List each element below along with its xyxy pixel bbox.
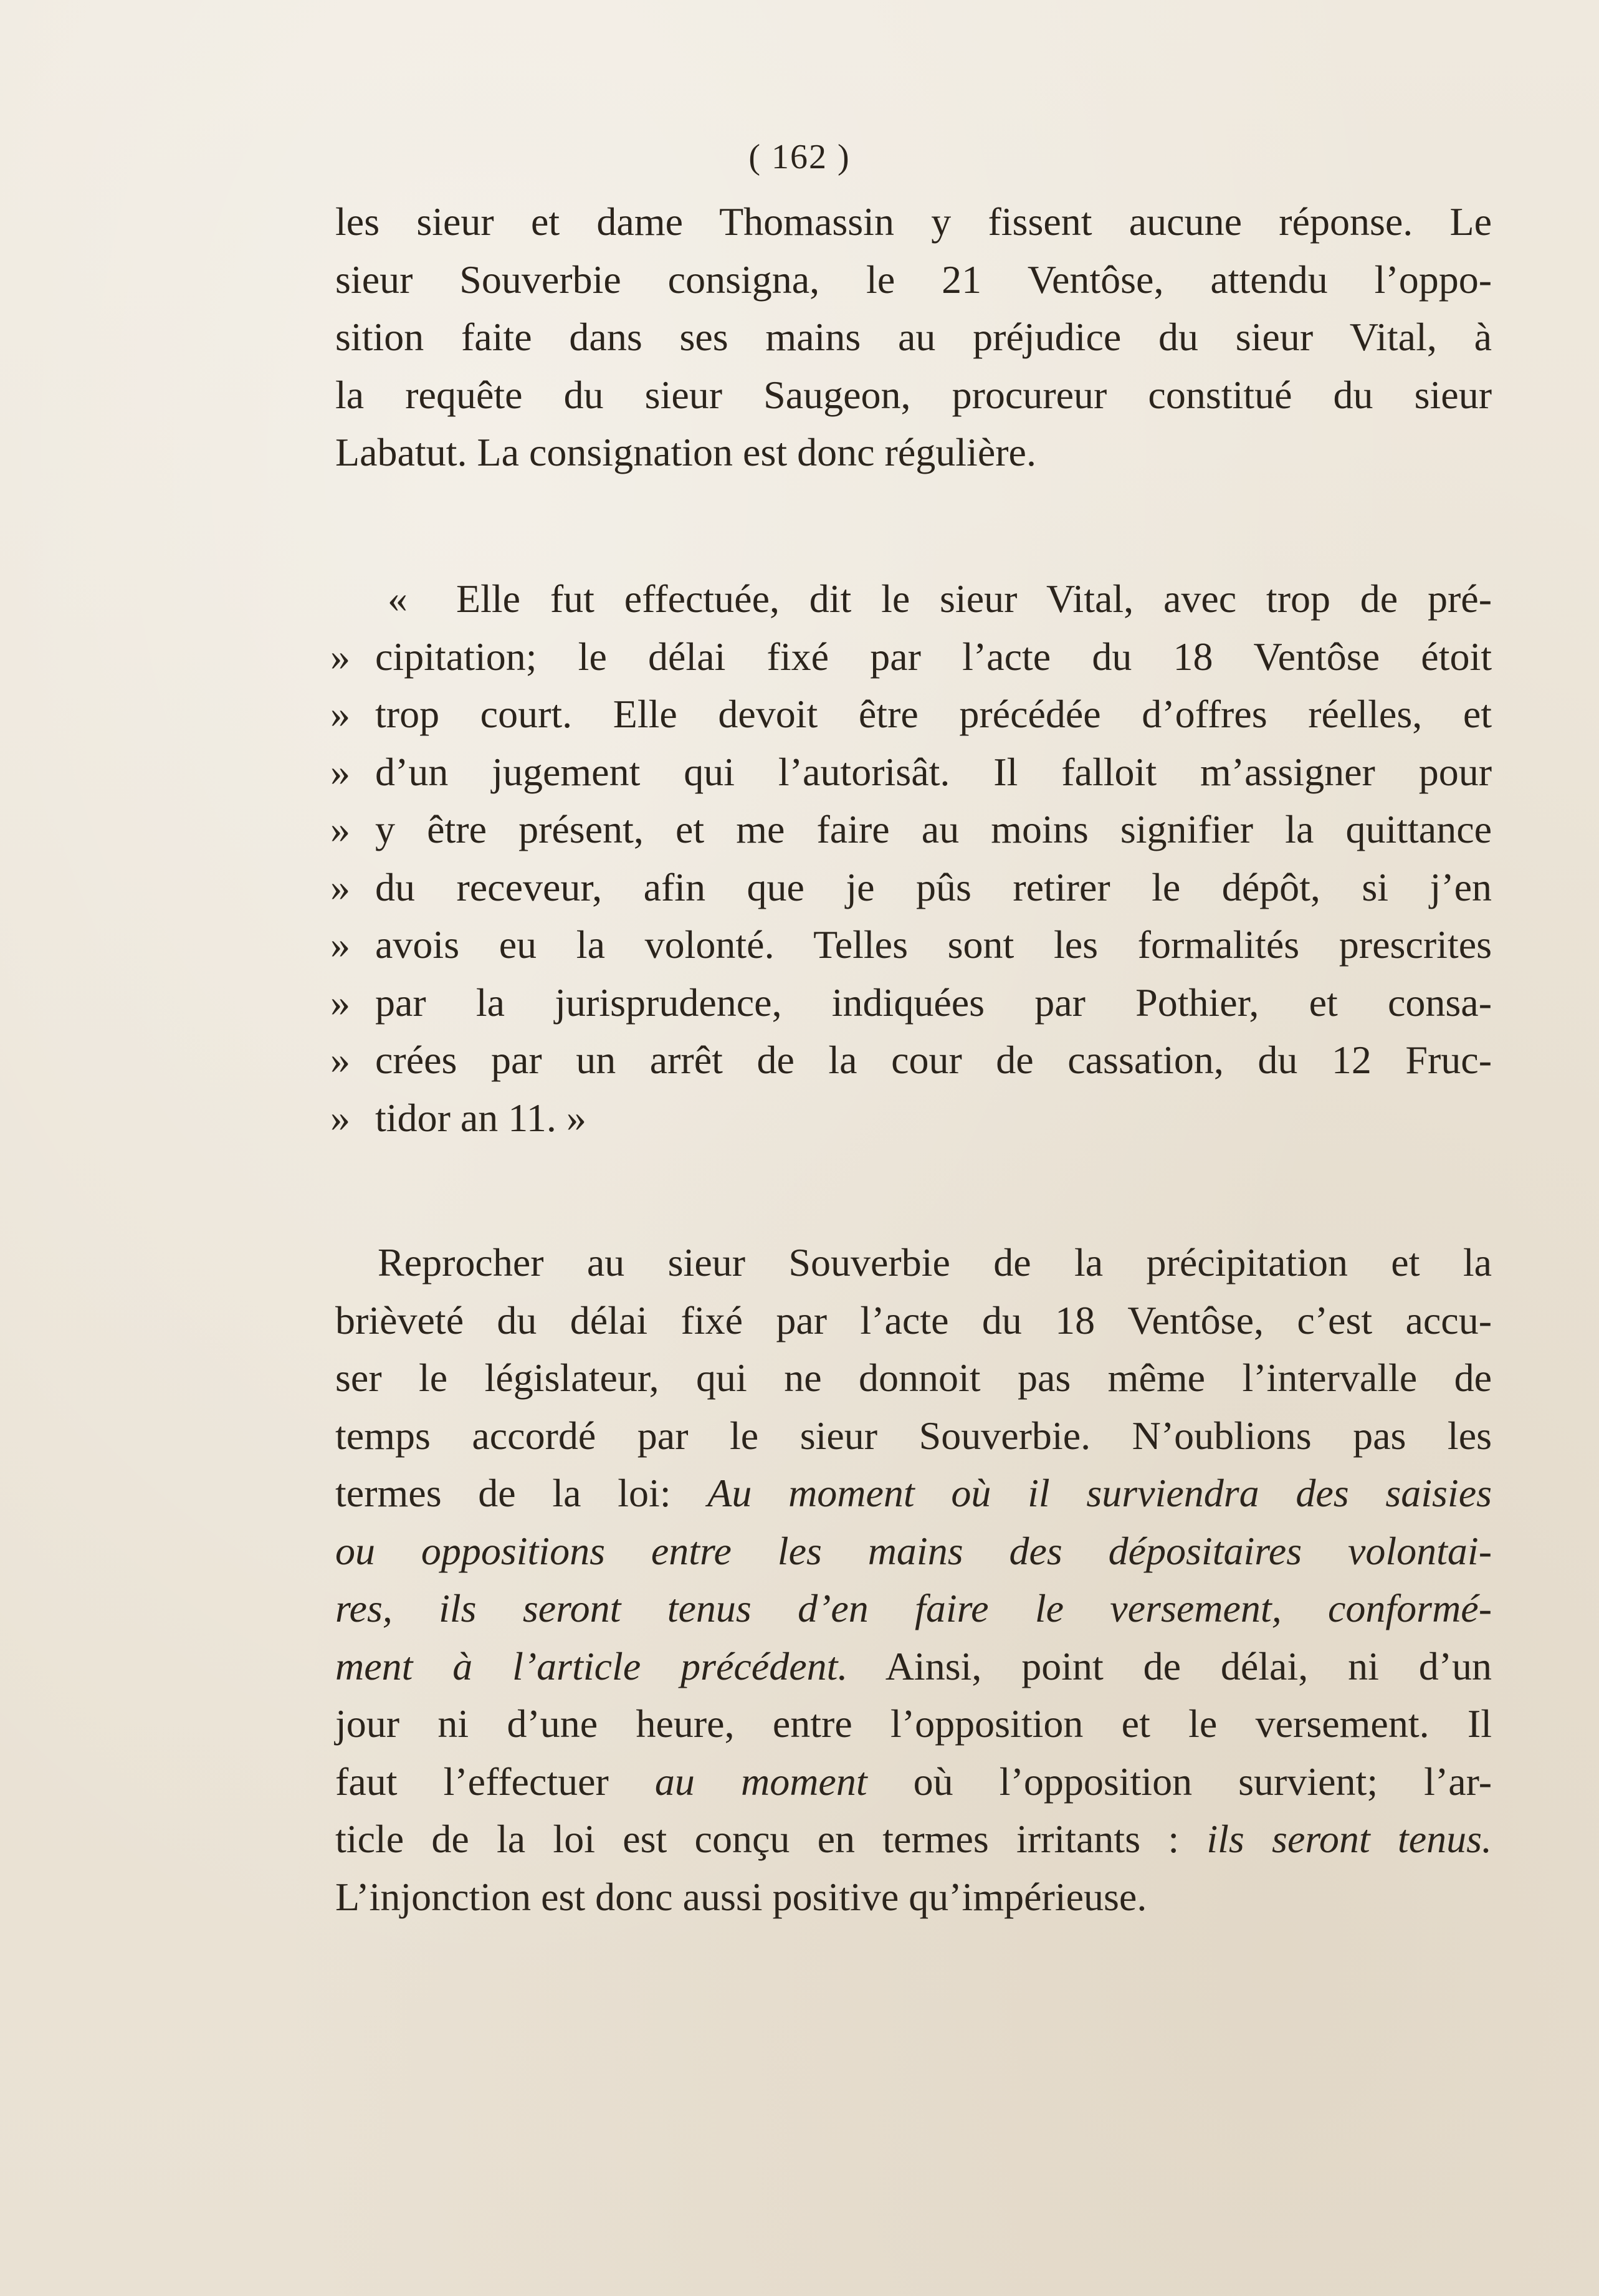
text-line: sieur Souverbie consigna, le 21 Ventôse, attendu l’oppo- [335, 257, 1492, 302]
quote-line [330, 1031, 1492, 1089]
quote-continuation-mark: » [330, 1038, 350, 1082]
quote-line [330, 974, 1492, 1032]
quote-text: par la jurisprudence, indiquées par Pothier, et consa- [375, 980, 1492, 1025]
quote-line [330, 744, 1492, 801]
text-line: jour ni d’une heure, entre l’opposition et le versement. Il [335, 1701, 1492, 1746]
text-line [335, 1234, 1492, 1292]
text-run: ticle de la loi est conçu en termes irritants : [335, 1817, 1207, 1861]
quote-line [330, 916, 1492, 974]
text-line [335, 1523, 1492, 1581]
quote-line [330, 859, 1492, 917]
quote-line [330, 1089, 1492, 1147]
text-line [335, 1638, 1492, 1696]
quote-text: tidor an 11. » [375, 1095, 586, 1140]
italic-law-quote: ment à l’article précédent. [335, 1643, 848, 1688]
text-line: les sieur et dame Thomassin y fissent aucune réponse. Le [335, 199, 1492, 244]
text-line [335, 1810, 1492, 1868]
quote-continuation-mark: » [330, 749, 350, 794]
quote-continuation-mark: » [330, 980, 350, 1025]
quote-text: y être présent, et me faire au moins signifier la quittance [375, 807, 1492, 851]
text-run: Reprocher au sieur Souverbie de la précipitation et la [378, 1240, 1492, 1284]
text-run: Ainsi, point de délai, ni d’un [847, 1643, 1492, 1688]
paragraph-2 [335, 1234, 1492, 1926]
quote-line [330, 801, 1492, 859]
quote-continuation-mark: » [330, 634, 350, 679]
text-line: temps accordé par le sieur Souverbie. N’oublions pas les [335, 1413, 1492, 1458]
text-line: L’injonction est donc aussi positive qu’impérieuse. [335, 1874, 1147, 1919]
paragraph-1 [335, 193, 1492, 482]
italic-phrase: ils seront tenus. [1206, 1817, 1492, 1861]
text-run: où l’opposition survient; l’ar- [867, 1759, 1492, 1804]
quote-text: crées par un arrêt de la cour de cassation, du 12 Fruc- [375, 1038, 1492, 1082]
page-number: ( 162 ) [748, 138, 851, 176]
text-line [335, 1580, 1492, 1638]
quote-text: trop court. Elle devoit être précédée d’offres réelles, et [375, 692, 1492, 736]
quote-continuation-mark: » [330, 1095, 350, 1140]
quote-continuation-mark: » [330, 692, 350, 736]
quote-text: avois eu la volonté. Telles sont les formalités prescrites [375, 922, 1492, 967]
quote-open-mark: « [388, 576, 408, 621]
text-run: termes de la loi: [335, 1471, 708, 1515]
quote-line [330, 570, 1492, 628]
text-line: sition faite dans ses mains au préjudice du sieur Vital, à [335, 315, 1492, 359]
text-line: Labatut. La consignation est donc régulière. [335, 430, 1036, 474]
italic-phrase: au moment [654, 1759, 867, 1804]
text-line [335, 1753, 1492, 1811]
quote-line [330, 628, 1492, 686]
text-line: brièveté du délai fixé par l’acte du 18 Ventôse, c’est accu- [335, 1298, 1492, 1342]
quote-continuation-mark: » [330, 922, 350, 967]
text-line: ser le législateur, qui ne donnoit pas même l’intervalle de [335, 1356, 1492, 1400]
italic-law-quote: ou oppositions entre les mains des dépositaires volontai- [335, 1528, 1492, 1573]
text-run: faut l’effectuer [335, 1759, 655, 1804]
italic-law-quote: Au moment où il surviendra des saisies [707, 1471, 1492, 1515]
quote-continuation-mark: » [330, 864, 350, 909]
text-line: la requête du sieur Saugeon, procureur constitué du sieur [335, 372, 1492, 417]
quote-text: du receveur, afin que je pûs retirer le dépôt, si j’en [375, 864, 1492, 909]
italic-law-quote: res, ils seront tenus d’en faire le versement, conformé- [335, 1586, 1492, 1630]
quote-text: cipitation; le délai fixé par l’acte du 18 Ventôse étoit [375, 634, 1492, 679]
quoted-paragraph [330, 570, 1492, 1147]
quote-text: Elle fut effectuée, dit le sieur Vital, avec trop de pré- [456, 576, 1492, 621]
quote-continuation-mark: » [330, 807, 350, 851]
quote-text: d’un jugement qui l’autorisât. Il falloit m’assigner pour [375, 749, 1492, 794]
quote-line [330, 686, 1492, 744]
text-line [335, 1465, 1492, 1523]
